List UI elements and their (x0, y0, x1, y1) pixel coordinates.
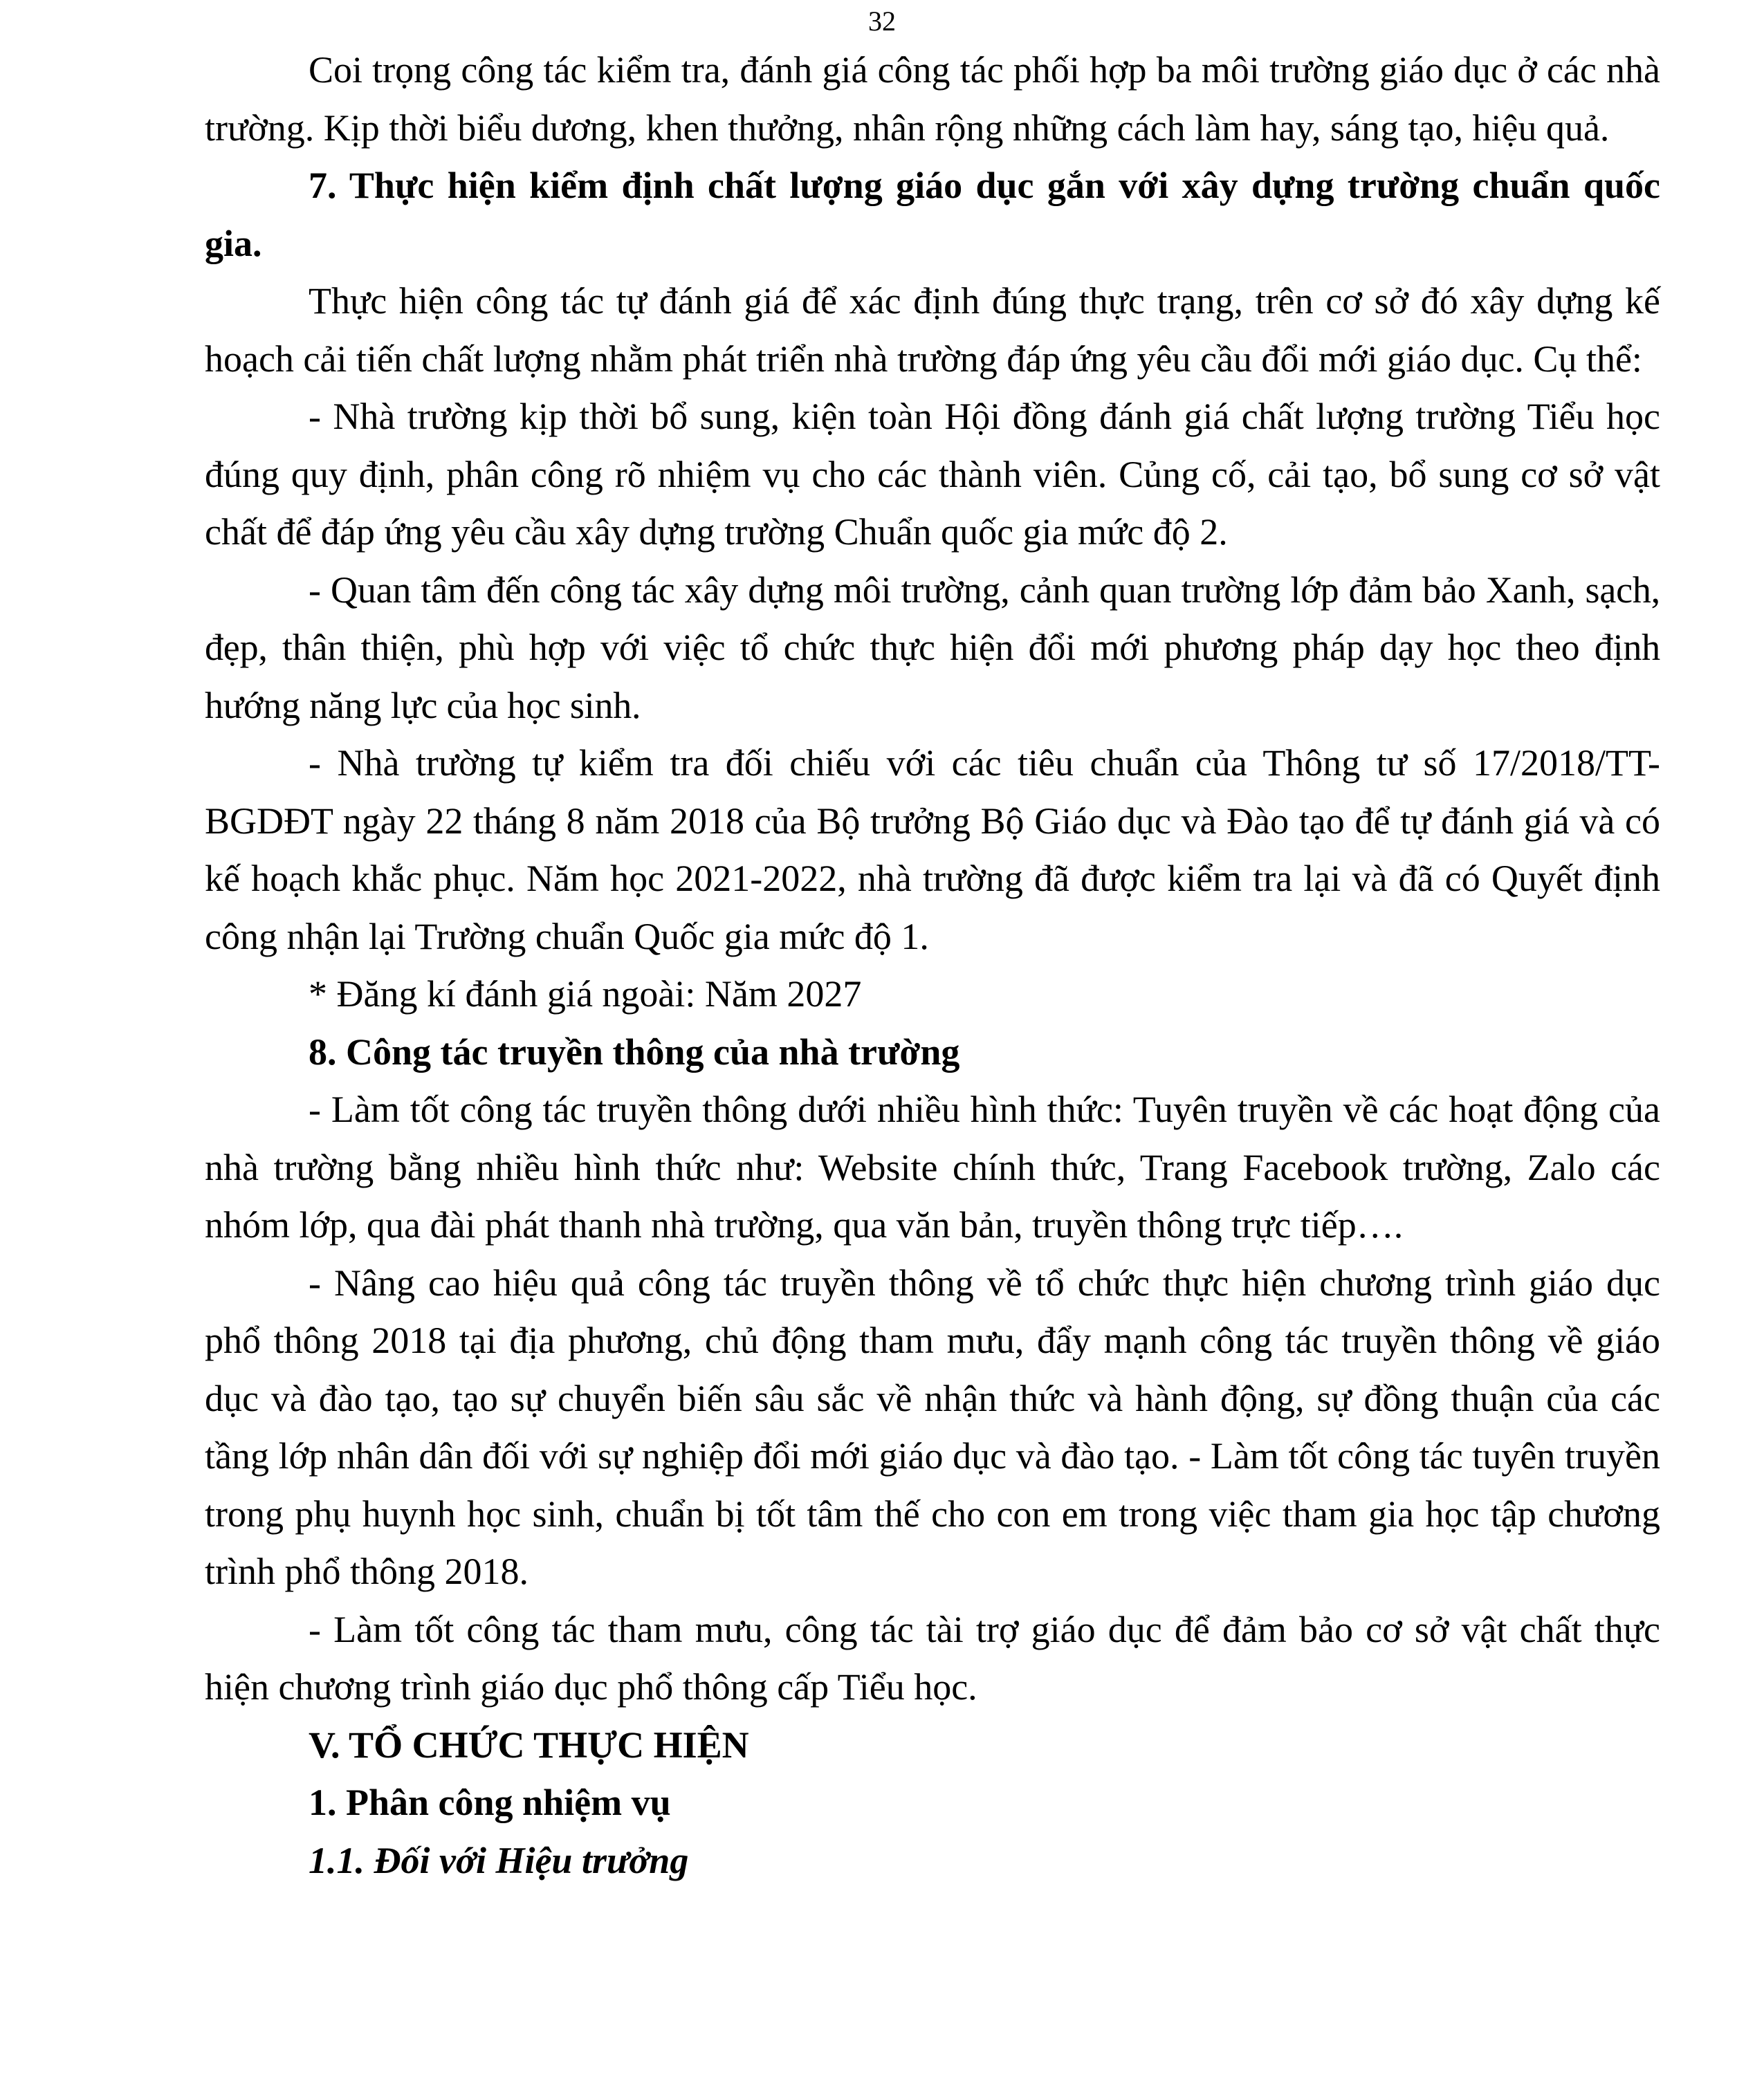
paragraph-sponsorship: - Làm tốt công tác tham mưu, công tác tài trợ giáo dục để đảm bảo cơ sở vật chất thực hiện chương trình giáo dục phổ thông cấp Tiểu học. (205, 1608, 1660, 1708)
heading-task-assignment: 1. Phân công nhiệm vụ (309, 1782, 671, 1823)
paragraph-coordination-review: Coi trọng công tác kiểm tra, đánh giá công tác phối hợp ba môi trường giáo dục ở các nhà trường. Kịp thời biểu dương, khen thưởng, nhân rộng những cách làm hay, sáng tạo, hiệu quả. (205, 49, 1660, 149)
heading-section-8: 8. Công tác truyền thông của nhà trường (309, 1031, 960, 1073)
heading-principal: 1.1. Đối với Hiệu trưởng (309, 1839, 689, 1881)
paragraph-self-assessment: Thực hiện công tác tự đánh giá để xác định đúng thực trạng, trên cơ sở đó xây dựng kế hoạch cải tiến chất lượng nhằm phát triển nhà trường đáp ứng yêu cầu đổi mới giáo dục. Cụ thể: (205, 280, 1660, 380)
paragraph-circular-check: - Nhà trường tự kiểm tra đối chiếu với các tiêu chuẩn của Thông tư số 17/2018/TT-BGDĐT ngày 22 tháng 8 năm 2018 của Bộ trưởng Bộ Giáo dục và Đào tạo để tự đánh giá và có kế hoạch khắc phục. Năm học 2021-2022, nhà trường đã được kiểm tra lại và đã có Quyết định công nhận lại Trường chuẩn Quốc gia mức độ 1. (205, 742, 1660, 957)
page-number: 32 (868, 6, 896, 37)
paragraph-external-evaluation: * Đăng kí đánh giá ngoài: Năm 2027 (309, 973, 862, 1015)
paragraph-communication-effectiveness: - Nâng cao hiệu quả công tác truyền thông về tổ chức thực hiện chương trình giáo dục phổ thông 2018 tại địa phương, chủ động tham mưu, đẩy mạnh công tác truyền thông về giáo dục và đào tạo, tạo sự chuyển biến sâu sắc về nhận thức và hành động, sự đồng thuận của các tầng lớp nhân dân đối với sự nghiệp đổi mới giáo dục và đào tạo. - Làm tốt công tác tuyên truyền trong phụ huynh học sinh, chuẩn bị tốt tâm thế cho con em trong việc tham gia học tập chương trình phổ thông 2018. (205, 1262, 1660, 1592)
paragraph-school-environment: - Quan tâm đến công tác xây dựng môi trường, cảnh quan trường lớp đảm bảo Xanh, sạch, đẹp, thân thiện, phù hợp với việc tổ chức thực hiện đổi mới phương pháp dạy học theo định hướng năng lực của học sinh. (205, 569, 1660, 726)
document-body (205, 41, 1660, 1890)
heading-section-v: V. TỔ CHỨC THỰC HIỆN (309, 1724, 749, 1766)
paragraph-communication-forms: - Làm tốt công tác truyền thông dưới nhiều hình thức: Tuyên truyền về các hoạt động của nhà trường bằng nhiều hình thức như: Website chính thức, Trang Facebook trường, Zalo các nhóm lớp, qua đài phát thanh nhà trường, qua văn bản, truyền thông trực tiếp…. (205, 1089, 1660, 1246)
paragraph-council-update: - Nhà trường kịp thời bổ sung, kiện toàn Hội đồng đánh giá chất lượng trường Tiểu học đúng quy định, phân công rõ nhiệm vụ cho các thành viên. Củng cố, cải tạo, bổ sung cơ sở vật chất để đáp ứng yêu cầu xây dựng trường Chuẩn quốc gia mức độ 2. (205, 396, 1660, 553)
heading-section-7: 7. Thực hiện kiểm định chất lượng giáo dục gắn với xây dựng trường chuẩn quốc gia. (205, 165, 1660, 264)
